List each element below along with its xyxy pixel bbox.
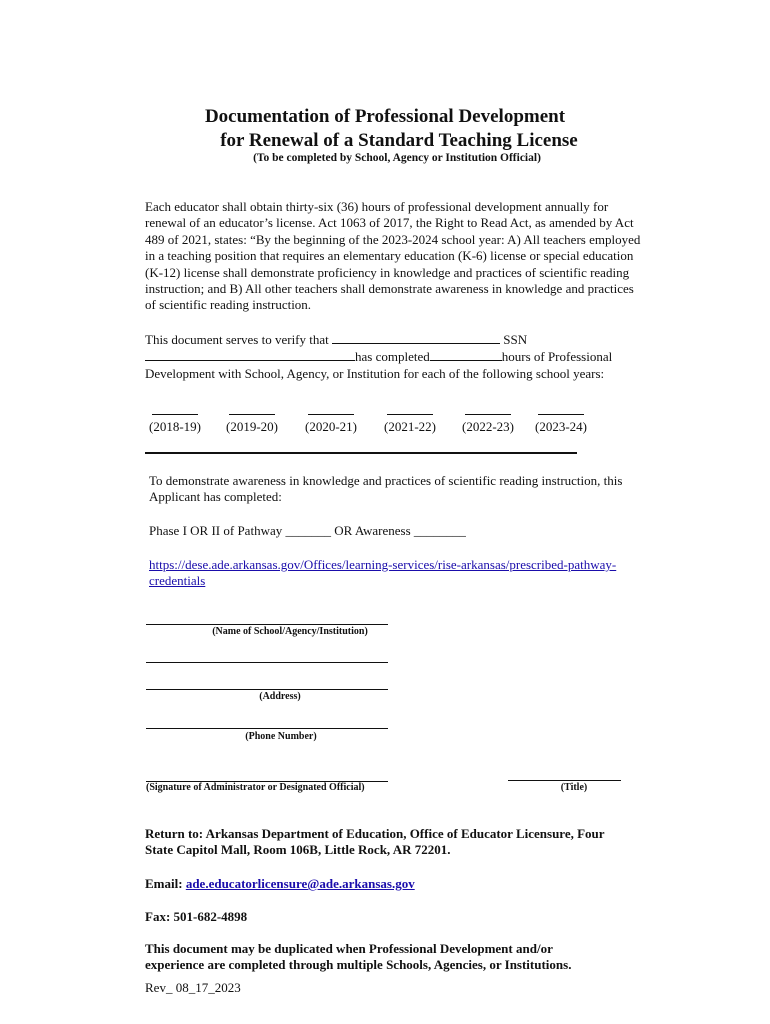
- school-name-line[interactable]: [146, 624, 388, 625]
- return-address: [145, 826, 665, 859]
- phone-caption: (Phone Number): [245, 731, 317, 742]
- pathway-link-line1[interactable]: https://dese.ade.arkansas.gov/Offices/learning-services/rise-arkansas/prescribed-pathway-: [149, 557, 617, 572]
- year-item[interactable]: [456, 404, 520, 435]
- year-item[interactable]: [145, 404, 205, 435]
- hours-blank[interactable]: [430, 348, 502, 361]
- year-item[interactable]: [300, 404, 362, 435]
- address-line-2[interactable]: [146, 689, 388, 690]
- year-label: (2019-20): [226, 419, 278, 434]
- return-line2: State Capitol Mall, Room 106B, Little Rock, AR 72201.: [145, 842, 451, 858]
- school-name-caption: (Name of School/Agency/Institution): [212, 626, 368, 637]
- revision-label: Rev_ 08_17_2023: [145, 980, 241, 995]
- phone-line[interactable]: [146, 728, 388, 729]
- has-completed-label: has completed: [355, 349, 430, 365]
- section-divider: [145, 452, 577, 454]
- pathway-link-line2[interactable]: credentials: [149, 573, 206, 589]
- verify-block: [145, 331, 665, 382]
- fax-line: Fax: 501-682-4898: [145, 909, 248, 924]
- signature-caption: (Signature of Administrator or Designated Official): [146, 782, 365, 793]
- year-label: (2020-21): [305, 419, 357, 434]
- verify-line2: Development with School, Agency, or Institution for each of the following school years:: [145, 365, 605, 381]
- educator-name-blank[interactable]: [332, 331, 500, 344]
- title-line[interactable]: [508, 780, 621, 781]
- return-line1: Return to: Arkansas Department of Education, Office of Educator Licensure, Four: [145, 826, 605, 841]
- year-item[interactable]: [221, 404, 283, 435]
- title-caption: (Title): [560, 782, 588, 793]
- pathway-link[interactable]: [149, 557, 669, 590]
- awareness-text: To demonstrate awareness in knowledge and practices of scientific reading instruction, this Applicant has completed:: [149, 473, 623, 505]
- year-item[interactable]: [530, 404, 592, 435]
- ssn-blank[interactable]: [145, 348, 355, 361]
- document-title-line2: for Renewal of a Standard Teaching License: [220, 130, 578, 151]
- intro-paragraph: Each educator shall obtain thirty-six (36) hours of professional development annually for renewal of an educator’s license. Act 1063 of 2017, the Right to Read Act, as amended by Act 489 of 2021, states: “By the beginning of the 2023-2024 school year: A) All teachers employed in a teaching position that requires an elementary education (K-6) license or special education (K-12) license shall demonstrate proficiency in knowledge and practices of scientific reading instruction; and B) All other teachers shall demonstrate awareness in knowledge and practices of scientific reading instruction.: [145, 199, 641, 313]
- email-link[interactable]: ade.educatorlicensure@ade.arkansas.gov: [185, 876, 415, 891]
- hours-label: hours of Professional: [501, 349, 613, 365]
- document-title-line1: Documentation of Professional Development: [204, 106, 566, 127]
- year-label: (2021-22): [384, 419, 436, 434]
- ssn-label: SSN: [503, 332, 528, 347]
- year-label: (2022-23): [462, 419, 514, 434]
- verify-prefix: This document serves to verify that: [145, 332, 329, 347]
- email-label: Email:: [145, 876, 183, 891]
- pathway-line: Phase I OR II of Pathway _______ OR Awareness ________: [149, 523, 466, 538]
- year-label: (2018-19): [149, 419, 201, 434]
- email-line: [145, 876, 655, 892]
- address-caption: (Address): [259, 691, 301, 702]
- year-item[interactable]: [379, 404, 441, 435]
- note-line2: experience are completed through multiple Schools, Agencies, or Institutions.: [145, 957, 572, 973]
- duplication-note: [145, 941, 665, 974]
- document-subtitle: (To be completed by School, Agency or Institution Official): [253, 152, 541, 164]
- address-line-1[interactable]: [146, 662, 388, 663]
- note-line1: This document may be duplicated when Professional Development and/or: [145, 941, 553, 956]
- year-label: (2023-24): [535, 419, 587, 434]
